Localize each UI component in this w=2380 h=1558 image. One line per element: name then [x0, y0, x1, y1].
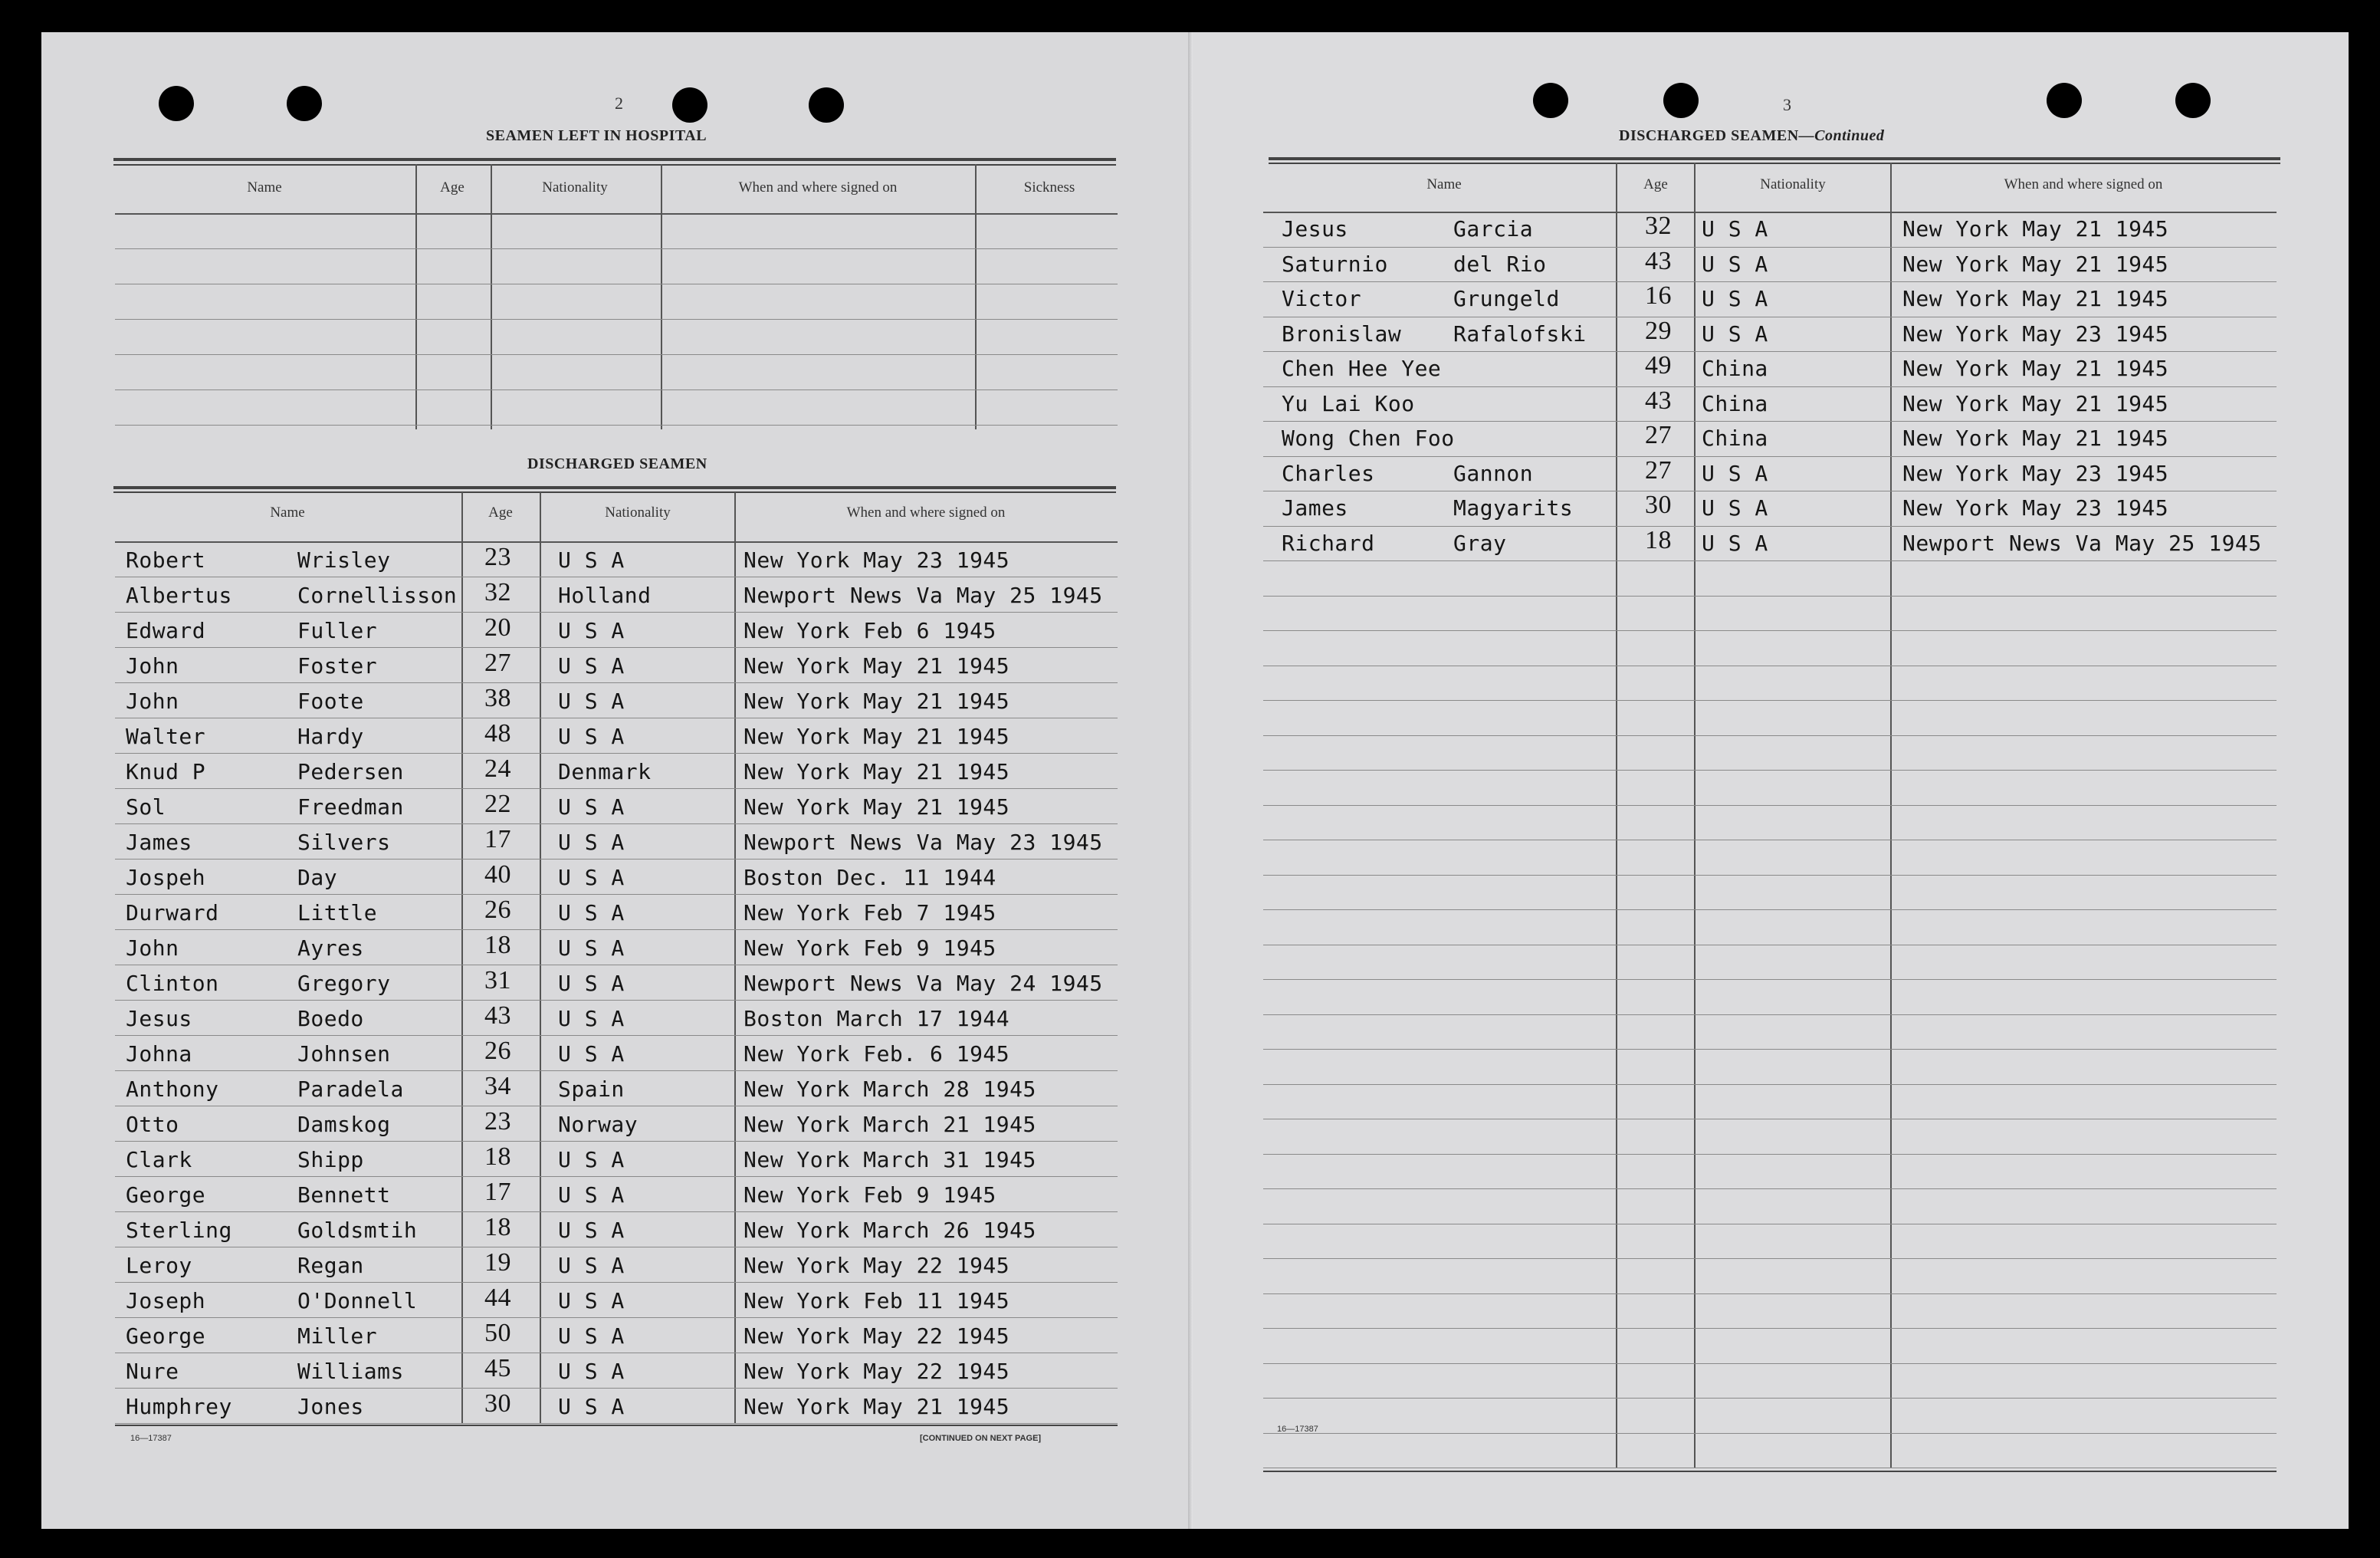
nationality-value: U S A: [1702, 530, 1768, 556]
header-divider: [115, 213, 1118, 215]
nationality-value: China: [1702, 426, 1768, 451]
first-name: Knud P: [126, 759, 206, 784]
rule: [1269, 157, 2280, 160]
row-line: [115, 1211, 1118, 1212]
row-line: [115, 1317, 1118, 1318]
age-value: 17: [484, 825, 511, 853]
nationality-value: U S A: [558, 689, 625, 714]
row-line: [115, 248, 1118, 249]
age-value: 18: [484, 1213, 511, 1241]
bottom-rule: [1263, 1471, 2277, 1472]
row-line: [1263, 630, 2277, 631]
row-line: [115, 1423, 1118, 1424]
bottom-rule: [115, 1425, 1118, 1426]
last-name: Little: [297, 900, 378, 925]
row-line: [1263, 1258, 2277, 1259]
discharged-title: DISCHARGED SEAMEN: [527, 455, 707, 472]
row-line: [1263, 421, 2277, 422]
age-value: 18: [1645, 525, 1672, 554]
age-value: 20: [484, 613, 511, 642]
rule: [113, 158, 1116, 161]
column-divider: [1616, 163, 1617, 1468]
punch-hole: [2175, 83, 2211, 118]
signed-on-value: Boston Dec. 11 1944: [744, 865, 996, 890]
nationality-value: Spain: [558, 1076, 625, 1102]
age-value: 23: [484, 543, 511, 571]
row-line: [115, 1176, 1118, 1177]
column-header-name: Name: [247, 179, 282, 196]
first-name: Yu Lai Koo: [1282, 390, 1415, 416]
first-name: Anthony: [126, 1076, 219, 1102]
age-value: 32: [484, 578, 511, 606]
signed-on-value: New York May 21 1945: [1902, 426, 2169, 451]
first-name: George: [126, 1182, 206, 1208]
last-name: Jones: [297, 1394, 364, 1419]
row-line: [1263, 281, 2277, 282]
column-header-signed-on: When and where signed on: [738, 179, 898, 196]
age-value: 34: [484, 1072, 511, 1100]
column-header-age: Age: [440, 179, 465, 196]
last-name: Gannon: [1453, 460, 1534, 486]
row-line: [1263, 526, 2277, 527]
row-line: [1263, 1363, 2277, 1364]
nationality-value: U S A: [1702, 216, 1768, 242]
last-name: Magyarits: [1453, 495, 1574, 521]
nationality-value: U S A: [558, 1218, 625, 1243]
last-name: Grungeld: [1453, 286, 1560, 311]
nationality-value: U S A: [558, 1323, 625, 1349]
nationality-value: U S A: [558, 1359, 625, 1384]
nationality-value: U S A: [558, 547, 625, 573]
row-line: [1263, 1293, 2277, 1294]
age-value: 32: [1645, 212, 1672, 240]
age-value: 31: [484, 966, 511, 994]
row-line: [1263, 596, 2277, 597]
signed-on-value: New York May 22 1945: [744, 1323, 1010, 1349]
column-divider: [734, 492, 736, 1423]
first-name: Chen Hee Yee: [1282, 356, 1442, 381]
age-value: 17: [484, 1178, 511, 1206]
signed-on-value: New York May 21 1945: [1902, 216, 2169, 242]
last-name: Gregory: [297, 971, 391, 996]
first-name: John: [126, 653, 179, 679]
first-name: Durward: [126, 900, 219, 925]
first-name: Sterling: [126, 1218, 232, 1243]
first-name: Leroy: [126, 1253, 192, 1278]
nationality-value: U S A: [558, 1182, 625, 1208]
page-number: 2: [615, 94, 623, 113]
row-line: [115, 1035, 1118, 1036]
signed-on-value: New York May 23 1945: [1902, 320, 2169, 347]
row-line: [1263, 386, 2277, 387]
last-name: Miller: [297, 1323, 378, 1349]
last-name: Cornellisson: [297, 583, 458, 608]
row-line: [115, 354, 1118, 355]
row-line: [115, 753, 1118, 754]
column-header-age: Age: [1643, 176, 1668, 192]
row-line: [1263, 735, 2277, 736]
age-value: 27: [484, 649, 511, 677]
last-name: Rafalofski: [1453, 320, 1587, 347]
column-header-sickness: Sickness: [1023, 179, 1075, 196]
signed-on-value: New York March 26 1945: [744, 1218, 1036, 1243]
column-header-signed-on: When and where signed on: [846, 505, 1006, 521]
row-line: [1263, 560, 2277, 561]
column-header-nationality: Nationality: [542, 179, 608, 196]
signed-on-value: New York May 22 1945: [744, 1359, 1010, 1384]
rule: [113, 491, 1116, 493]
signed-on-value: New York Feb 9 1945: [744, 935, 996, 961]
nationality-value: U S A: [558, 794, 625, 820]
age-value: 26: [484, 896, 511, 924]
nationality-value: China: [1702, 356, 1768, 381]
last-name: Williams: [297, 1359, 404, 1384]
signed-on-value: Newport News Va May 24 1945: [744, 971, 1103, 996]
last-name: Hardy: [297, 724, 364, 749]
nationality-value: U S A: [558, 1288, 625, 1313]
row-line: [1263, 247, 2277, 248]
punch-hole: [287, 86, 322, 121]
nationality-value: U S A: [558, 724, 625, 749]
nationality-value: U S A: [558, 830, 625, 855]
continued-note: [CONTINUED ON NEXT PAGE]: [920, 1434, 1042, 1443]
age-value: 48: [484, 719, 511, 748]
signed-on-value: New York Feb 7 1945: [744, 900, 996, 925]
first-name: Clark: [126, 1147, 192, 1172]
punch-hole: [1663, 83, 1699, 118]
row-line: [1263, 1328, 2277, 1329]
last-name: Foster: [297, 653, 378, 679]
nationality-value: U S A: [558, 1253, 625, 1278]
row-line: [1263, 909, 2277, 910]
last-name: Paradela: [297, 1076, 404, 1102]
last-name: del Rio: [1453, 251, 1547, 277]
row-line: [115, 1000, 1118, 1001]
nationality-value: U S A: [558, 971, 625, 996]
age-value: 50: [484, 1319, 511, 1347]
first-name: James: [126, 830, 192, 855]
first-name: Johna: [126, 1041, 192, 1067]
row-line: [1263, 1014, 2277, 1015]
column-divider: [1694, 163, 1696, 1468]
column-header-name: Name: [1426, 176, 1462, 192]
last-name: Gray: [1453, 530, 1507, 556]
last-name: Regan: [297, 1253, 364, 1278]
age-value: 23: [484, 1107, 511, 1136]
first-name: Charles: [1282, 460, 1375, 486]
last-name: Boedo: [297, 1006, 364, 1031]
age-value: 43: [1645, 386, 1672, 415]
age-value: 43: [1645, 246, 1672, 275]
row-line: [115, 1282, 1118, 1283]
age-value: 19: [484, 1248, 511, 1277]
punch-hole: [672, 87, 707, 123]
first-name: Humphrey: [126, 1394, 232, 1419]
signed-on-value: New York May 21 1945: [744, 689, 1010, 714]
column-divider: [461, 492, 463, 1423]
first-name: Edward: [126, 618, 206, 643]
nationality-value: U S A: [1702, 251, 1768, 277]
age-value: 29: [1645, 316, 1672, 345]
row-line: [115, 612, 1118, 613]
last-name: Bennett: [297, 1182, 391, 1208]
last-name: Freedman: [297, 794, 404, 820]
age-value: 43: [484, 1001, 511, 1030]
signed-on-value: New York Feb 6 1945: [744, 618, 996, 643]
first-name: Sol: [126, 794, 166, 820]
punch-hole: [159, 86, 194, 121]
nationality-value: U S A: [558, 1147, 625, 1172]
column-header-nationality: Nationality: [605, 505, 671, 521]
signed-on-value: New York May 21 1945: [744, 653, 1010, 679]
first-name: Jesus: [1282, 216, 1348, 242]
nationality-value: U S A: [558, 900, 625, 925]
age-value: 27: [1645, 421, 1672, 449]
nationality-value: U S A: [1702, 320, 1768, 347]
rule: [113, 164, 1116, 166]
column-divider: [1890, 163, 1892, 1468]
discharged-continued-title: [1619, 127, 1884, 145]
row-line: [1263, 1188, 2277, 1189]
age-value: 30: [484, 1389, 511, 1418]
signed-on-value: New York Feb 11 1945: [744, 1288, 1010, 1313]
row-line: [1263, 351, 2277, 352]
header-divider: [115, 541, 1118, 543]
last-name: Silvers: [297, 830, 391, 855]
age-value: 16: [1645, 281, 1672, 310]
row-line: [1263, 1154, 2277, 1155]
signed-on-value: Newport News Va May 25 1945: [744, 583, 1103, 608]
punch-hole: [1533, 83, 1568, 118]
age-value: 24: [484, 754, 511, 783]
rule: [1269, 163, 2280, 164]
nationality-value: U S A: [558, 1394, 625, 1419]
first-name: Robert: [126, 547, 206, 573]
row-line: [115, 859, 1118, 860]
signed-on-value: New York May 21 1945: [744, 1394, 1010, 1419]
nationality-value: U S A: [558, 618, 625, 643]
last-name: Johnsen: [297, 1041, 391, 1067]
last-name: Day: [297, 865, 338, 890]
row-line: [1263, 875, 2277, 876]
column-header-nationality: Nationality: [1760, 176, 1826, 192]
nationality-value: China: [1702, 390, 1768, 416]
row-line: [115, 682, 1118, 683]
punch-hole: [2047, 83, 2082, 118]
signed-on-value: New York May 21 1945: [744, 759, 1010, 784]
first-name: Joseph: [126, 1288, 206, 1313]
nationality-value: U S A: [558, 1041, 625, 1067]
first-name: Jesus: [126, 1006, 192, 1031]
row-line: [1263, 700, 2277, 701]
row-line: [1263, 1433, 2277, 1434]
nationality-value: Norway: [558, 1112, 638, 1137]
page-number: 3: [1783, 95, 1791, 114]
row-line: [1263, 805, 2277, 806]
first-name: Otto: [126, 1112, 179, 1137]
last-name: Pedersen: [297, 759, 404, 784]
form-number: 16—17387: [1277, 1425, 1318, 1434]
last-name: Damskog: [297, 1112, 391, 1137]
last-name: Shipp: [297, 1147, 364, 1172]
row-line: [1263, 1049, 2277, 1050]
form-number: 16—17387: [130, 1434, 172, 1443]
signed-on-value: New York May 21 1945: [744, 724, 1010, 749]
last-name: Foote: [297, 689, 364, 714]
age-value: 40: [484, 860, 511, 889]
nationality-value: U S A: [558, 653, 625, 679]
signed-on-value: New York May 21 1945: [1902, 356, 2169, 381]
rule: [113, 486, 1116, 489]
age-value: 30: [1645, 491, 1672, 519]
signed-on-value: New York May 21 1945: [1902, 390, 2169, 416]
signed-on-value: Newport News Va May 25 1945: [1902, 530, 2262, 556]
last-name: Garcia: [1453, 216, 1534, 242]
row-line: [115, 788, 1118, 789]
row-line: [115, 1388, 1118, 1389]
first-name: John: [126, 689, 179, 714]
age-value: 27: [1645, 455, 1672, 485]
row-line: [115, 1141, 1118, 1142]
row-line: [115, 894, 1118, 895]
nationality-value: U S A: [558, 865, 625, 890]
signed-on-value: New York March 31 1945: [744, 1147, 1036, 1172]
age-value: 26: [484, 1037, 511, 1065]
age-value: 18: [484, 1142, 511, 1171]
column-divider: [540, 492, 541, 1423]
signed-on-value: New York May 21 1945: [744, 794, 1010, 820]
age-value: 44: [484, 1284, 511, 1312]
signed-on-value: New York May 23 1945: [1902, 495, 2169, 521]
nationality-value: U S A: [1702, 495, 1768, 521]
age-value: 45: [484, 1354, 511, 1382]
title-main: DISCHARGED SEAMEN: [1619, 127, 1799, 144]
age-value: 49: [1645, 351, 1672, 380]
header-divider: [1263, 212, 2277, 213]
row-line: [115, 823, 1118, 824]
hospital-title: SEAMEN LEFT IN HOSPITAL: [486, 127, 707, 144]
nationality-value: U S A: [1702, 460, 1768, 486]
signed-on-value: New York March 21 1945: [744, 1112, 1036, 1137]
signed-on-value: New York Feb. 6 1945: [744, 1041, 1010, 1067]
signed-on-value: New York Feb 9 1945: [744, 1182, 996, 1208]
nationality-value: U S A: [558, 935, 625, 961]
row-line: [115, 647, 1118, 648]
last-name: Fuller: [297, 618, 378, 643]
first-name: Bronislaw: [1282, 320, 1402, 347]
first-name: Albertus: [126, 583, 232, 608]
first-name: Saturnio: [1282, 251, 1388, 277]
last-name: O'Donnell: [297, 1288, 418, 1313]
punch-hole: [809, 87, 844, 123]
signed-on-value: Boston March 17 1944: [744, 1006, 1010, 1031]
signed-on-value: New York May 22 1945: [744, 1253, 1010, 1278]
row-line: [115, 1070, 1118, 1071]
nationality-value: U S A: [1702, 286, 1768, 311]
first-name: Nure: [126, 1359, 179, 1384]
first-name: Richard: [1282, 530, 1375, 556]
row-line: [1263, 770, 2277, 771]
signed-on-value: New York March 28 1945: [744, 1076, 1036, 1102]
first-name: Victor: [1282, 286, 1362, 311]
last-name: Goldsmtih: [297, 1218, 418, 1243]
title-suffix: —Continued: [1798, 127, 1885, 144]
signed-on-value: New York May 23 1945: [1902, 460, 2169, 486]
row-line: [115, 319, 1118, 320]
nationality-value: Denmark: [558, 759, 652, 784]
first-name: George: [126, 1323, 206, 1349]
first-name: James: [1282, 495, 1348, 521]
nationality-value: U S A: [558, 1006, 625, 1031]
row-line: [1263, 979, 2277, 980]
last-name: Wrisley: [297, 547, 391, 573]
row-line: [1263, 1084, 2277, 1085]
first-name: Jospeh: [126, 865, 206, 890]
first-name: Wong Chen Foo: [1282, 426, 1455, 451]
first-name: John: [126, 935, 179, 961]
signed-on-value: Newport News Va May 23 1945: [744, 830, 1103, 855]
age-value: 22: [484, 790, 511, 818]
row-line: [115, 929, 1118, 930]
age-value: 38: [484, 684, 511, 712]
signed-on-value: New York May 21 1945: [1902, 251, 2169, 277]
last-name: Ayres: [297, 935, 364, 961]
column-header-age: Age: [488, 505, 513, 521]
age-value: 18: [484, 931, 511, 959]
nationality-value: Holland: [558, 583, 652, 608]
row-line: [1263, 456, 2277, 457]
page-fold: [1188, 32, 1193, 1529]
first-name: Walter: [126, 724, 206, 749]
signed-on-value: New York May 21 1945: [1902, 286, 2169, 311]
first-name: Clinton: [126, 971, 219, 996]
column-header-name: Name: [270, 505, 305, 521]
row-line: [1263, 1398, 2277, 1399]
signed-on-value: New York May 23 1945: [744, 547, 1010, 573]
row-line: [115, 425, 1118, 426]
column-header-signed-on: When and where signed on: [2004, 176, 2163, 192]
